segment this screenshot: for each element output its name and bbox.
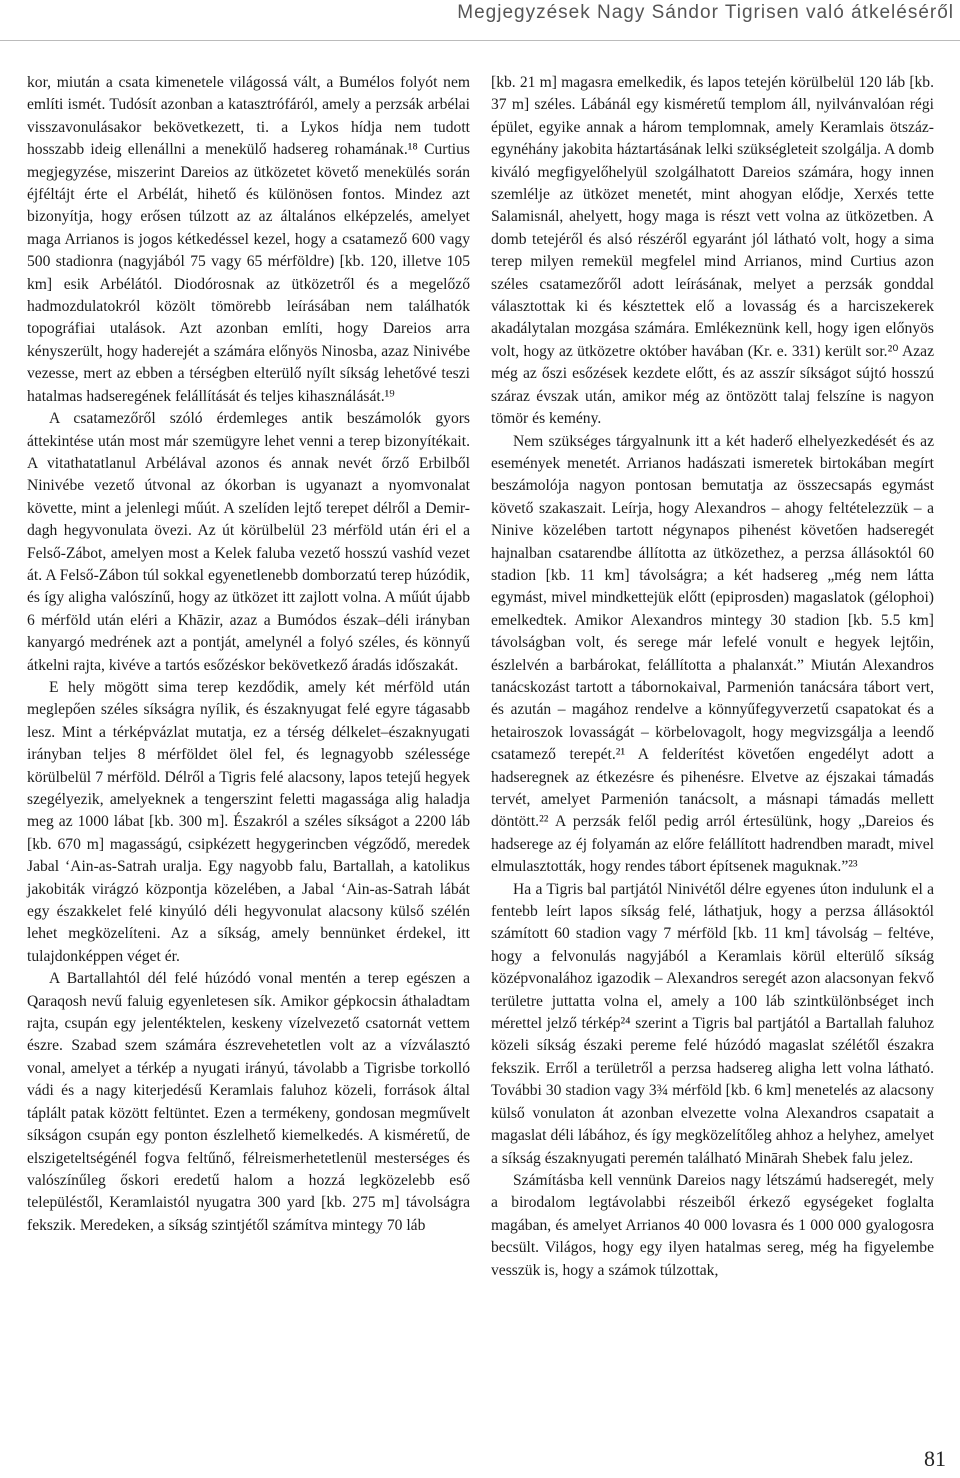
page-number: 81 — [924, 1446, 946, 1471]
paragraph: A Bartallahtól dél felé húzódó vonal mentén a terep egészen a Qaraqosh nevű faluig egyenletesen sík. Amikor gépkocsin áthaladtam rajta, csupán egy jelentéktelen, keskeny vízelvezető csatornát vettem észre. Szabad szem számára észrevehetetlen volt az a vízválasztó vonal, amelyet a térkép a nyugati irányú, távolabb a Tigrisbe torkolló vádi és a nagy kiterjedésű Keramlais faluhoz közeli, források által táplált patak között feltüntet. Ezen a termékeny, gondosan megművelt síkságon csupán egy ponton észlelhető kiemelkedés. A kisméretű, de elszigeteltségénél fogva feltűnő, félreismerhetetlenül mesterséges és valószínűleg őskori eredetű halom a hozzá legközelebb eső településtől, Keramlaistól nyugatra 300 yard [kb. 275 m] távolságra fekszik. Meredeken, a síkság szintjétől számítva mintegy 70 láb — [27, 970, 470, 1234]
left-column — [27, 72, 470, 1237]
paragraph: kor, miután a csata kimenetele világossá vált, a Bumélos folyót nem említi ismét. Tudósít azonban a katasztrófáról, amely a perzsák arbélai visszavonulásakor bekövetkezett, ti. a Lykos hídja nem tudott hosszabb ideig ellenállni a menekülő hadsereg rohamának.¹⁸ Curtius megjegyzése, miszerint Dareios az ütközetet követő menekülés során éjféltájt érte el Arbélát, hihető és különösen fontos. Mindez azt bizonyítja, hogy erősen túlzott az az általános elképzelés, amelyet maga Arrianos is jogos kétkedéssel kezel, hogy a csatamező 600 vagy 500 stadionra (nagyjából 75 vagy 65 mérföldre) [kb. 120, illetve 105 km] esik Arbélától. Diodórosnak az ütközetről és a megelőző hadmozdulatokról közölt tömörebb leírásában nem találhatók topográfiai utalások. Azt azonban említi, hogy Dareios arra kényszerült, hogy haderejét a számára előnyös Ninosba, azaz Ninivébe vezesse, mert az ebben a térségben elterülő nyílt síkság lehetővé teszi hatalmas hadseregének felállítását és teljes kihasználását.¹⁹ — [27, 74, 470, 405]
paragraph: E hely mögött sima terep kezdődik, amely két mérföld után meglepően széles síkságra nyílik, és északnyugat felé egyre tágasabb lesz. Mint a térképvázlat mutatja, ez a térség délkelet–északnyugati irányban teljes 8 mérföldet ölel fel, és legnagyobb szélessége körülbelül 7 mérföld. Délről a Tigris felé alacsony, lapos tetejű hegyek szegélyezik, amelyeknek a tengerszint feletti magassága alig haladja meg az 1000 lábat [kb. 300 m]. Északról a széles síkságot a 2200 láb [kb. 670 m] magasságú, csipkézett hegygerincben végződő, meredek Jabal ʻAin-as-Satrah uralja. Egy nagyobb falu, Bartallah, a katolikus jakobiták virágzó központja közelében, a Jabal ʻAin-as-Satrah lábát egy északkelet felé kinyúló déli hegyvonulat alacsony külső szélén lehet megközelíteni. Az a síkság, amely bennünket érdekel, itt tulajdonképpen véget ér. — [27, 678, 470, 965]
right-column — [491, 72, 934, 1282]
paragraph: Ha a Tigris bal partjától Ninivétől délre egyenes úton indulunk el a fentebb leírt lapos síkság felé, láthatjuk, hogy a perzsa állásoktól számított 60 stadion vagy 7 mérföld [kb. 11 km] távolság – feltéve, hogy a felvonulás nagyjából a Keramlais körül elterülő síkság középvonalához igazodik – Alexandros seregét azon alacsonyan fekvő területre juttatta volna el, amely a 100 láb szintkülönbséget inch mérettel jelző térkép²⁴ szerint a Tigris bal partjától a Bartallah faluhoz közeli síkság északi pereme felé húzódó magaslat szélétől északra fekszik. Erről a területről a perzsa hadsereg aligha lett volna látható. További 30 stadion vagy 3¾ mérföld [kb. 6 km] menetelés az alacsony külső vonulaton át azonban elvezette volna Alexandros csapatait a magaslat déli lábához, és így megközelítőleg ahhoz a helyhez, amelyet a síkság északnyugati peremén található Minārah Shebek falu jelez. — [491, 880, 934, 1167]
paragraph: A csatamezőről szóló érdemleges antik beszámolók gyors áttekintése után most már szemügyre lehet venni a terep bizonyítékait. A vitathatatlanul Arbélával azonos és annak nevét őrző Erbilből Ninivébe vezető útvonal az ókorban is ugyanazt a nyomvonalat követte, mint a jelenlegi műút. A szelíden lejtő terepet délről a Demir-dagh hegyvonulata övezi. Az út körülbelül 23 mérföld után éri el a Felső-Zábot, amelyen most a Kelek faluba vezető hosszú vashíd vezet át. A Felső-Zábon túl sokkal egyenetlenebb domborzatú terep húzódik, és így aligha valószínű, hogy az ütközet itt zajlott volna. A műút újabb 6 mérföld után eléri a Khāzir, azaz a Bumódos észak–déli irányban kanyargó medrének azt a pontját, amelynél a folyó széles, és könnyű átkelni rajta, kivéve a tartós esőzéskor bekövetkező áradás időszakát. — [27, 410, 470, 674]
paragraph: Számításba kell vennünk Dareios nagy létszámú hadseregét, mely a birodalom legtávolabbi részeiből érkező egységeket foglalta magában, és amelyet Arrianos 40 000 lovasra és 1 000 000 gyalogosra becsült. Világos, hogy egy ilyen hatalmas sereg, még ha figyelembe vesszük is, hogy a számok túlzottak, — [491, 1171, 934, 1279]
header-rule — [0, 40, 960, 41]
paragraph: [kb. 21 m] magasra emelkedik, és lapos tetején körülbelül 120 láb [kb. 37 m] széles. Lábánál egy kisméretű templom áll, nyilvánvalóan régi épület, egyike annak a három templomnak, amely Keramlais ötszáz-egynéhány jakobita háztartásának lelki szükségleteit szolgálja. A domb kiváló megfigyelőhelyül szolgálhatott Dareios számára, hogy innen szemlélje az ütközet menetét, mint ahogyan elődje, Xerxés tette Salamisnál, ahelyett, hogy maga is részt vett volna az ütközetben. A domb tetejéről és alsó részéről egyaránt jól látható volt, hogy a sima terep milyen remekül megfelel mind Arrianos, mind Curtius azon széles csatamezőről adott leírásának, melyet a perzsák gonddal választottak ki és késztettek elő a lovasság és a harciszekerek akadálytalan mozgása számára. Emlékeznünk kell, hogy igen előnyös volt, hogy az ütközetre október havában (Kr. e. 331) került sor.²⁰ Azaz még az őszi esőzések kezdete előtt, és az asszír síkságot sújtó hosszú száraz évszak után, amikor még az öntözött talaj felszíne is nagyon tömör és kemény. — [491, 74, 934, 428]
running-header: Megjegyzések Nagy Sándor Tigrisen való átkeléséről — [457, 2, 954, 23]
paragraph: Nem szükséges tárgyalnunk itt a két haderő elhelyezkedését és az események menetét. Arrianos hadászati ismeretek birtokában megírt beszámolója nagyon pontosan bemutatja az összecsapás egymást követő szakaszait. Leírja, hogy Alexandros – ahogy feltételezzük – a Ninive közelében tartott négynapos pihenést követően hadseregét hajnalban csatarendbe állította az ütközethez, a perzsa állásoktól 60 stadion [kb. 11 km] távolságra; a két hadsereg „még nem látta egymást, mivel mindkettejük előtt (epiprosden) magaslatok (gélophoi) emelkedtek. Amikor Alexandros mintegy 30 stadion [kb. 5.5 km] távolságban volt, és serege már lefelé vonult e hegyek lejtőin, észlelvén a barbárokat, felállította a phalanxát.” Miután Alexandros tanácskozást tartott a tábornokaival, Parmenión tanácsára tábort vert, és azután – magához rendelve a könnyűfegyverzetű csapatokat és a hetairoszok lovasságát – körbelovagolt, hogy megvizsgálja a leendő csatamező terepét.²¹ A felderítést követően engedélyt adott a hadseregnek az étkezésre és pihenésre. Elvetve az éjszakai támadás tervét, amelyet Parmenión tanácsolt, a másnapi támadás mellett döntött.²² A perzsák felől pedig arról értesülünk, hogy „Dareios és hadserege az éj folyamán az előre felállított hadrendben maradt, mivel elmulasztották, hogy rendes tábort építsenek maguknak.”²³ — [491, 432, 934, 876]
